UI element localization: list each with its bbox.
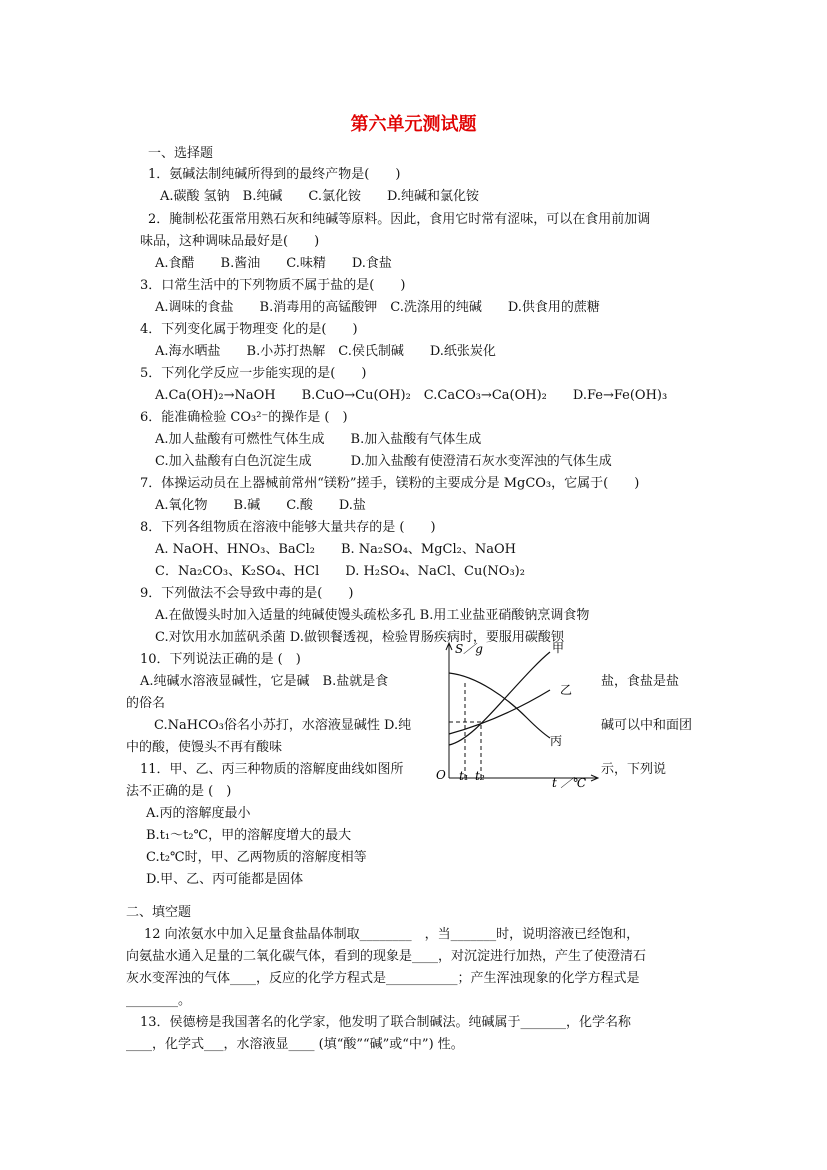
question-6-options-cd: C.加入盐酸有白色沉淀生成 D.加入盐酸有使澄清石灰水变浑浊的气体生成 <box>155 454 612 469</box>
question-13-line2: ____，化学式___，水溶液显____ (填“酸”“碱”或“中”) 性。 <box>126 1037 464 1052</box>
origin-label: O <box>436 768 446 782</box>
question-11-stem-right: 示，下列说 <box>601 762 667 777</box>
question-2-stem-line1: 2．腌制松花蛋常用熟石灰和纯碱等原料。因此，食用它时常有涩味，可以在食用前加调 <box>148 212 651 227</box>
question-4-options: A.海水晒盐 B.小苏打热解 C.侯氏制碱 D.纸张炭化 <box>155 344 496 359</box>
question-10-line3-left: C.NaHCO₃俗名小苏打，水溶液显碱性 D.纯 <box>154 718 412 733</box>
question-12-line1: 12 向浓氨水中加入足量食盐晶体制取________ ，当_______时，说明溶液已经饱和， <box>144 927 640 942</box>
question-4-stem: 4．下列变化属于物理变 化的是( ) <box>140 322 358 337</box>
question-9-options-cd: C.对饮用水加蓝矾杀菌 D.做钡餐透视，检验胃肠疾病时，要服用碳酸钡 <box>155 630 564 645</box>
question-10-line1-left: A.纯碱水溶液显碱性，它是碱 B.盐就是食 <box>140 674 389 689</box>
question-11-option-c: C.t₂℃时，甲、乙两物质的溶解度相等 <box>146 850 367 865</box>
question-6-options-ab: A.加人盐酸有可燃性气体生成 B.加入盐酸有气体生成 <box>155 432 482 447</box>
t1-label: t₁ <box>459 769 469 783</box>
question-8-stem: 8．下列各组物质在溶液中能够大量共存的是 ( ) <box>140 520 436 535</box>
question-2-stem-line2: 味品，这种调味品最好是( ) <box>140 234 320 249</box>
question-9-stem: 9．下列做法不会导致中毒的是( ) <box>140 586 354 601</box>
question-3-stem: 3．口常生活中的下列物质不属于盐的是( ) <box>140 278 406 293</box>
question-8-options-ab: A. NaOH、HNO₃、BaCl₂ B. Na₂SO₄、MgCl₂、NaOH <box>155 542 516 557</box>
question-11-option-b: B.t₁～t₂℃，甲的溶解度增大的最大 <box>146 828 352 843</box>
question-12-line3: 灰水变浑浊的气体____，反应的化学方程式是___________；产生浑浊现象的化学方程式是 <box>126 971 640 986</box>
question-7-stem: 7．体操运动员在上器械前常州“镁粉”搓手，镁粉的主要成分是 MgCO₃，它属于( ) <box>140 476 640 491</box>
t2-label: t₂ <box>475 769 485 783</box>
page-title: 第六单元测试题 <box>350 114 477 135</box>
question-10-line1-right: 盐，食盐是盐 <box>601 674 680 689</box>
question-1-options: A.碳酸 氢钠 B.纯碱 C.氯化铵 D.纯碱和氯化铵 <box>160 189 480 204</box>
section-heading-choice: 一、选择题 <box>148 146 214 161</box>
curve-yi <box>449 690 550 734</box>
curve-label-yi: 乙 <box>560 683 573 697</box>
question-6-stem: 6．能准确检验 CO₃²⁻的操作是 ( ) <box>140 410 348 425</box>
question-10-line2: 的俗名 <box>126 696 166 711</box>
question-9-options-ab: A.在做馒头时加入适量的纯碱使馒头疏松多孔 B.用工业盐亚硝酸钠烹调食物 <box>155 608 590 623</box>
question-7-options: A.氧化物 B.碱 C.酸 D.盐 <box>155 498 366 513</box>
curve-label-jia: 甲 <box>552 641 565 655</box>
question-10-line3-right: 碱可以中和面团 <box>601 718 693 733</box>
question-2-options: A.食醋 B.酱油 C.味精 D.食盐 <box>155 256 392 271</box>
y-axis-label: S／g <box>455 642 483 656</box>
curve-bing <box>449 673 550 738</box>
question-11-stem-left: 11．甲、乙、丙三种物质的溶解度曲线如图所 <box>140 762 404 777</box>
question-11-option-a: A.丙的溶解度最小 <box>146 806 251 821</box>
question-12-line2: 向氨盐水通入足量的二氧化碳气体，看到的现象是____，对沉淀进行加热，产生了使澄清石 <box>126 949 647 964</box>
solubility-graph <box>432 638 602 790</box>
question-5-options: A.Ca(OH)₂→NaOH B.CuO→Cu(OH)₂ C.CaCO₃→Ca(OH)₂ D.Fe→Fe(OH)₃ <box>155 388 668 403</box>
question-12-line4: ________。 <box>126 993 192 1008</box>
question-13-line1: 13．侯德榜是我国著名的化学家，他发明了联合制碱法。纯碱属于_______，化学名称 <box>140 1015 632 1030</box>
question-10-line4: 中的酸，使馒头不再有酸味 <box>126 740 283 755</box>
question-11-stem-line2: 法不正确的是 ( ) <box>126 784 232 799</box>
question-10-stem: 10．下列说法正确的是 ( ) <box>140 652 301 667</box>
x-axis-label: t ／℃ <box>552 776 587 790</box>
question-5-stem: 5．下列化学反应一步能实现的是( ) <box>140 366 367 381</box>
question-3-options: A.调味的食盐 B.消毒用的高锰酸钾 C.洗涤用的纯碱 D.供食用的蔗糖 <box>155 300 600 315</box>
curve-label-bing: 丙 <box>550 734 563 748</box>
section-heading-fill: 二、填空题 <box>126 905 192 920</box>
question-1-stem: 1．氨碱法制纯碱所得到的最终产物是( ) <box>148 167 401 182</box>
question-11-option-d: D.甲、乙、丙可能都是固体 <box>146 872 304 887</box>
question-8-options-cd: C．Na₂CO₃、K₂SO₄、HCl D. H₂SO₄、NaCl、Cu(NO₃)₂ <box>155 564 525 579</box>
